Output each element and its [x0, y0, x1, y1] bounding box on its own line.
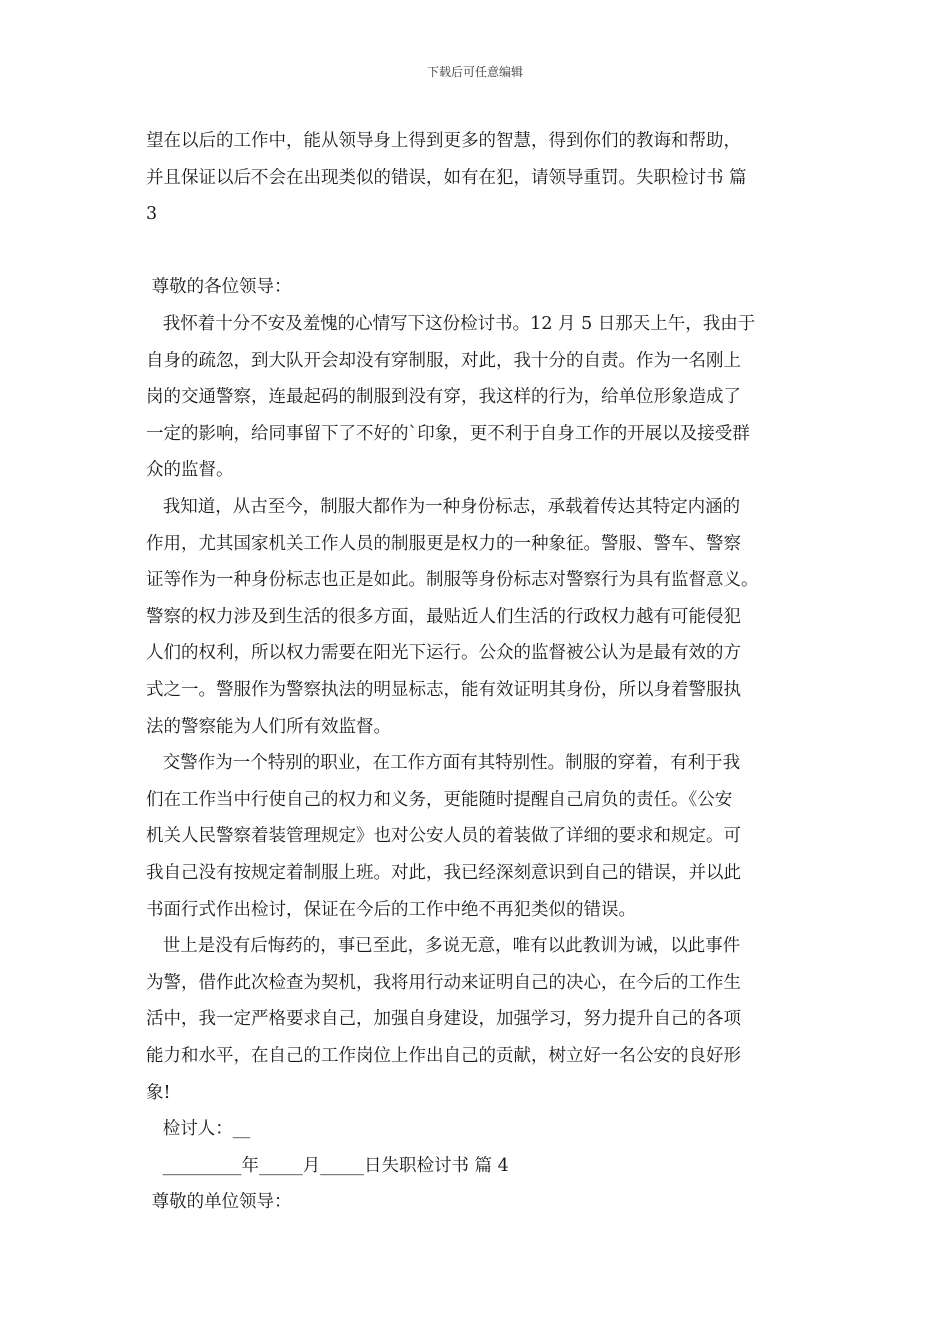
text-line: 世上是没有后悔药的，事已至此，多说无意，唯有以此教训为诫，以此事件	[146, 936, 741, 957]
text-line: 检讨人：__	[146, 1119, 251, 1140]
text-line: 尊敬的单位领导：	[146, 1192, 292, 1213]
text-line: 警察的权力涉及到生活的很多方面，最贴近人们生活的行政权力越有可能侵犯	[146, 606, 741, 627]
text-line: 人们的权利，所以权力需要在阳光下运行。公众的监督被公认为是最有效的方	[146, 643, 741, 664]
text-line: 活中，我一定严格要求自己，加强自身建设，加强学习，努力提升自己的各项	[146, 1009, 741, 1030]
text-line: _________年_____月_____日失职检讨书 篇 4	[146, 1155, 509, 1176]
text-line: 尊敬的各位领导：	[146, 277, 292, 298]
text-line: 书面行式作出检讨，保证在今后的工作中绝不再犯类似的错误。	[146, 899, 636, 920]
text-line: 法的警察能为人们所有效监督。	[146, 716, 391, 737]
text-line: 证等作为一种身份标志也正是如此。制服等身份标志对警察行为具有监督意义。	[146, 570, 759, 591]
text-line: 3	[146, 204, 158, 225]
text-line: 我知道，从古至今，制服大都作为一种身份标志，承载着传达其特定内涵的	[146, 497, 741, 517]
text-line: 为警，借作此次检查为契机，我将用行动来证明自己的决心，在今后的工作生	[146, 972, 741, 993]
text-line: 望在以后的工作中，能从领导身上得到更多的智慧，得到你们的教诲和帮助，	[146, 131, 741, 151]
text-line: 我自己没有按规定着制服上班。对此，我已经深刻意识到自己的错误，并以此	[146, 863, 741, 883]
text-line: 众的监督。	[146, 460, 234, 481]
text-line: 我怀着十分不安及羞愧的心情写下这份检讨书。12 月 5 日那天上午，我由于	[146, 314, 756, 334]
text-line: 一定的影响，给同事留下了不好的`印象，更不利于自身工作的开展以及接受群	[146, 423, 750, 444]
text-line: 象!	[146, 1082, 171, 1103]
text-line: 机关人民警察着装管理规定》也对公安人员的着装做了详细的要求和规定。可	[146, 826, 741, 847]
text-line: 式之一。警服作为警察执法的明显标志，能有效证明其身份，所以身着警服执	[146, 680, 741, 700]
text-line: 能力和水平，在自己的工作岗位上作出自己的贡献，树立好一名公安的良好形	[146, 1046, 741, 1066]
text-line: 们在工作当中行使自己的权力和义务，更能随时提醒自己肩负的责任。《公安	[146, 789, 733, 810]
text-line: 作用，尤其国家机关工作人员的制服更是权力的一种象征。警服、警车、警察	[146, 533, 741, 554]
page-header: 下载后可任意编辑	[426, 65, 523, 79]
text-line: 自身的疏忽，到大队开会却没有穿制服，对此，我十分的自责。作为一名刚上	[146, 350, 741, 371]
text-line: 并且保证以后不会在出现类似的错误，如有在犯，请领导重罚。失职检讨书 篇	[146, 167, 747, 188]
text-line: 交警作为一个特别的职业，在工作方面有其特别性。制服的穿着，有利于我	[146, 753, 741, 774]
text-line: 岗的交通警察，连最起码的制服到没有穿，我这样的行为，给单位形象造成了	[146, 387, 741, 408]
